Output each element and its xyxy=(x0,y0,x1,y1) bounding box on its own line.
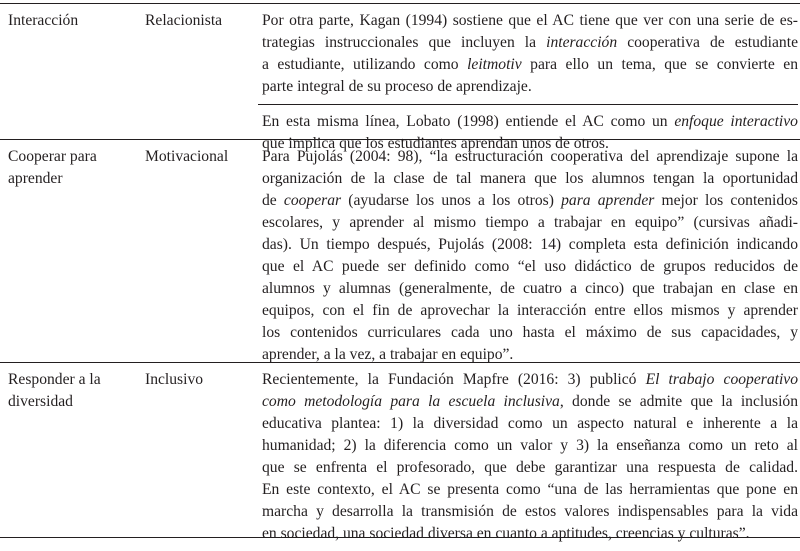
text-run: das). Un tiempo después, Pujolás (2008: 14) completa esta definición indicando xyxy=(262,236,798,253)
text-line xyxy=(262,435,798,457)
category-cell: Relacionista xyxy=(145,12,223,29)
text-line xyxy=(262,256,798,278)
description-paragraph xyxy=(262,4,798,104)
italic-text: como metodología para la escuela inclusiva xyxy=(262,393,560,410)
text-line xyxy=(262,523,798,545)
italic-text: enfoque interactivo xyxy=(674,113,798,130)
term-line: Cooperar para xyxy=(8,148,97,165)
text-line xyxy=(262,54,798,76)
text-line xyxy=(262,322,798,344)
text-line xyxy=(262,391,798,413)
italic-text: para aprender xyxy=(561,192,655,209)
text-line xyxy=(262,32,798,54)
text-run: escolares, y aprender al mismo tiempo a trabajar en equipo” (cursivas añadi- xyxy=(262,214,798,231)
italic-text: El trabajo cooperativo xyxy=(645,371,798,388)
text-line xyxy=(262,300,798,322)
text-run: que el AC puede ser definido como “el uso didáctico de grupos reducidos de xyxy=(262,258,798,275)
table-row xyxy=(0,363,800,542)
text-run: En este contexto, el AC se presenta como “una de las herramientas que pone en xyxy=(262,481,798,498)
text-line xyxy=(262,111,798,133)
description-cell xyxy=(262,140,798,372)
text-run: (ayudarse los unos a los otros) xyxy=(341,192,562,209)
text-run: de xyxy=(262,192,284,209)
text-run: Recientemente, la Fundación Mapfre (2016: 3) publicó xyxy=(262,371,646,388)
text-line xyxy=(262,212,798,234)
text-line xyxy=(262,501,798,523)
text-line xyxy=(262,278,798,300)
text-run: Por otra parte, Kagan (1994) sostiene que el AC tiene que ver con una serie de es- xyxy=(262,12,798,29)
text-line xyxy=(262,76,798,98)
text-run: parte integral de su proceso de aprendizaje. xyxy=(262,78,532,95)
text-line xyxy=(262,413,798,435)
text-run: que se enfrenta el profesorado, que debe garantizar una respuesta de calidad. xyxy=(262,459,798,476)
description-paragraph xyxy=(262,363,798,551)
text-run: en sociedad, una sociedad diversa en cuanto a aptitudes, creencias y culturas”. xyxy=(262,525,750,542)
text-run: Para Pujolás (2004: 98), “la estructuración cooperativa del aprendizaje supone la xyxy=(262,148,798,165)
text-run: educativa plantea: 1) la diversidad como un aspecto natural e inherente a la xyxy=(262,415,798,432)
term-line: diversidad xyxy=(8,393,73,410)
text-run: marcha y desarrolla la transmisión de estos valores indispensables para la vida xyxy=(262,503,798,520)
text-run: humanidad; 2) la diferencia como un valor y 3) la enseñanza como un reto al xyxy=(262,437,798,454)
definitions-table xyxy=(0,3,800,542)
term-cell: Interacción xyxy=(8,12,79,29)
description-paragraph xyxy=(262,140,798,372)
text-run: cooperativa de estudiante xyxy=(617,34,798,51)
term-cell xyxy=(8,146,138,190)
text-run: organización de la clase de tal manera que los alumnos tengan la oportunidad xyxy=(262,170,798,187)
description-cell xyxy=(262,4,798,161)
category-cell: Motivacional xyxy=(145,148,229,165)
text-line xyxy=(262,234,798,256)
category-cell: Inclusivo xyxy=(145,371,204,388)
text-line xyxy=(262,457,798,479)
text-run: los contenidos curriculares cada uno hasta el máximo de sus capacidades, y xyxy=(262,324,798,341)
text-run: equipos, con el fin de aprovechar la interacción entre ellos mismos y aprender xyxy=(262,302,798,319)
text-run: aprender, a la vez, a trabajar en equipo”. xyxy=(262,346,514,363)
description-cell xyxy=(262,363,798,551)
text-run: mejor los contenidos xyxy=(654,192,798,209)
text-line xyxy=(262,369,798,391)
text-line xyxy=(262,190,798,212)
text-line xyxy=(262,479,798,501)
text-run: que implica que los estudiantes aprendan unos de otros. xyxy=(262,135,609,152)
term-line: aprender xyxy=(8,170,63,187)
italic-text: cooperar xyxy=(283,192,342,209)
text-run: , donde se admite que la inclusión xyxy=(559,393,798,410)
text-line xyxy=(262,10,798,32)
table-row xyxy=(0,140,800,363)
text-run: trategias instruccionales que incluyen la xyxy=(262,34,547,51)
text-line xyxy=(262,146,798,168)
text-line xyxy=(262,168,798,190)
text-run: a estudiante, utilizando como xyxy=(262,56,468,73)
term-line: Responder a la xyxy=(8,371,101,388)
italic-text: leitmotiv xyxy=(467,56,522,73)
text-run: para ello un tema, que se convierte en xyxy=(521,56,799,73)
term-cell xyxy=(8,369,138,413)
text-run: En esta misma línea, Lobato (1998) entiende el AC como un xyxy=(262,113,675,130)
table-row xyxy=(0,4,800,152)
text-run: alumnos y alumnas (generalmente, de cuatro a cinco) que trabajan en clase en xyxy=(262,280,798,297)
italic-text: interacción xyxy=(546,34,618,51)
